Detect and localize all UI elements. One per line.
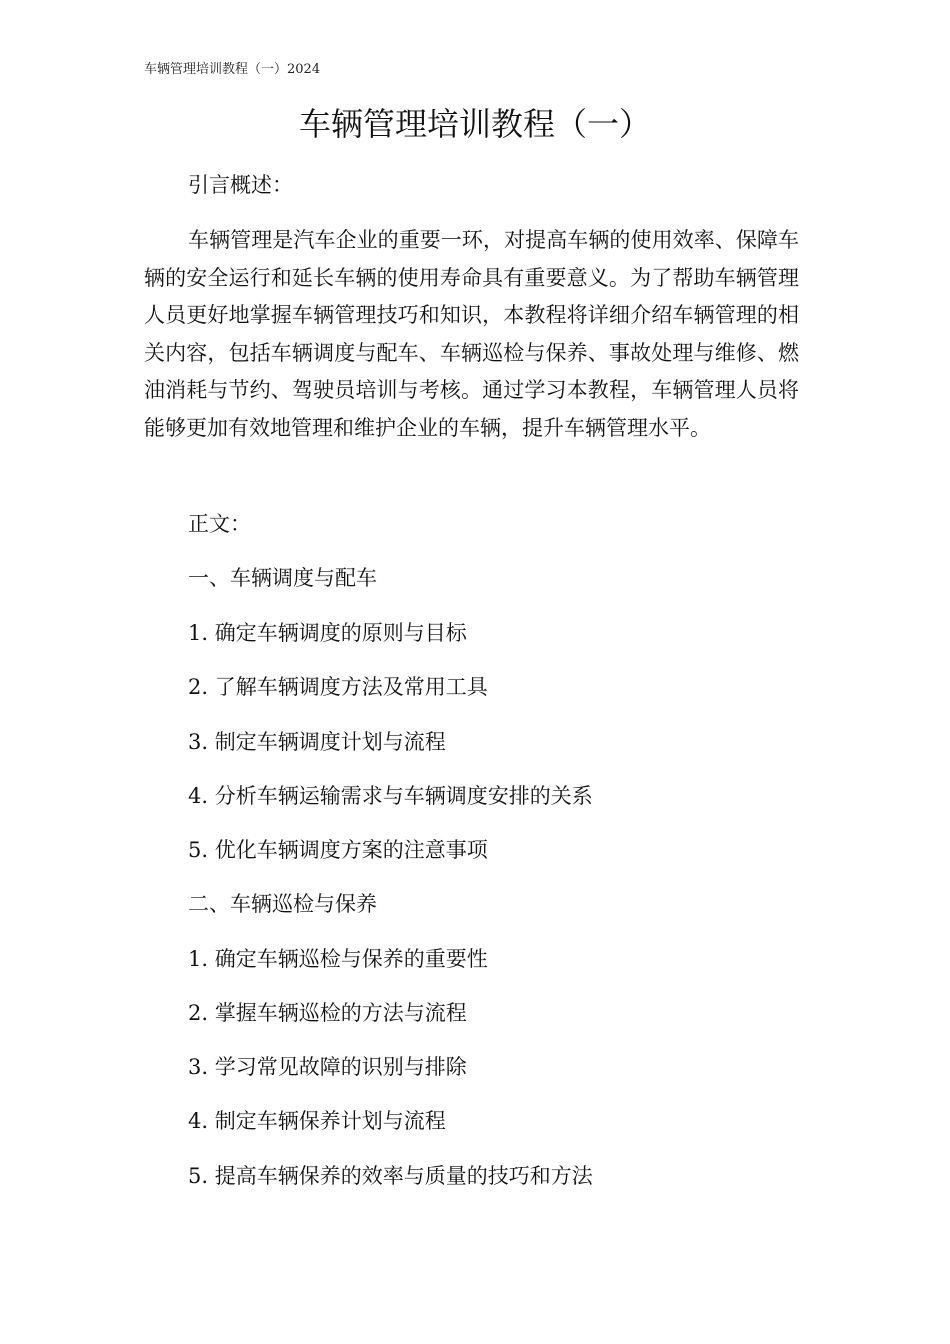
list-item: 4. 制定车辆保养计划与流程 [188, 1109, 446, 1133]
intro-paragraph: 车辆管理是汽车企业的重要一环，对提高车辆的使用效率、保障车辆的安全运行和延长车辆的使用寿命具有重要意义。为了帮助车辆管理人员更好地掌握车辆管理技巧和知识，本教程将详细介绍车辆管理的相关内容，包括车辆调度与配车、车辆巡检与保养、事故处理与维修、燃油消耗与节约、驾驶员培训与考核。通过学习本教程，车辆管理人员将能够更加有效地管理和维护企业的车辆，提升车辆管理水平。 [144, 228, 799, 440]
section-heading: 二、车辆巡检与保养 [188, 892, 377, 916]
list-item: 5. 优化车辆调度方案的注意事项 [188, 838, 488, 862]
list-item: 3. 学习常见故障的识别与排除 [188, 1055, 467, 1079]
list-item: 5. 提高车辆保养的效率与质量的技巧和方法 [188, 1164, 593, 1188]
list-item: 3. 制定车辆调度计划与流程 [188, 730, 446, 754]
list-item: 2. 了解车辆调度方法及常用工具 [188, 675, 488, 699]
running-header: 车辆管理培训教程（一）2024 [144, 62, 321, 77]
list-item: 4. 分析车辆运输需求与车辆调度安排的关系 [188, 784, 593, 808]
intro-heading: 引言概述： [188, 173, 293, 197]
list-item: 2. 掌握车辆巡检的方法与流程 [188, 1001, 467, 1025]
body-heading: 正文： [188, 512, 251, 536]
list-item: 1. 确定车辆巡检与保养的重要性 [188, 947, 488, 971]
section-heading: 一、车辆调度与配车 [188, 566, 377, 590]
document-title: 车辆管理培训教程（一） [298, 105, 651, 143]
list-item: 1. 确定车辆调度的原则与目标 [188, 621, 467, 645]
